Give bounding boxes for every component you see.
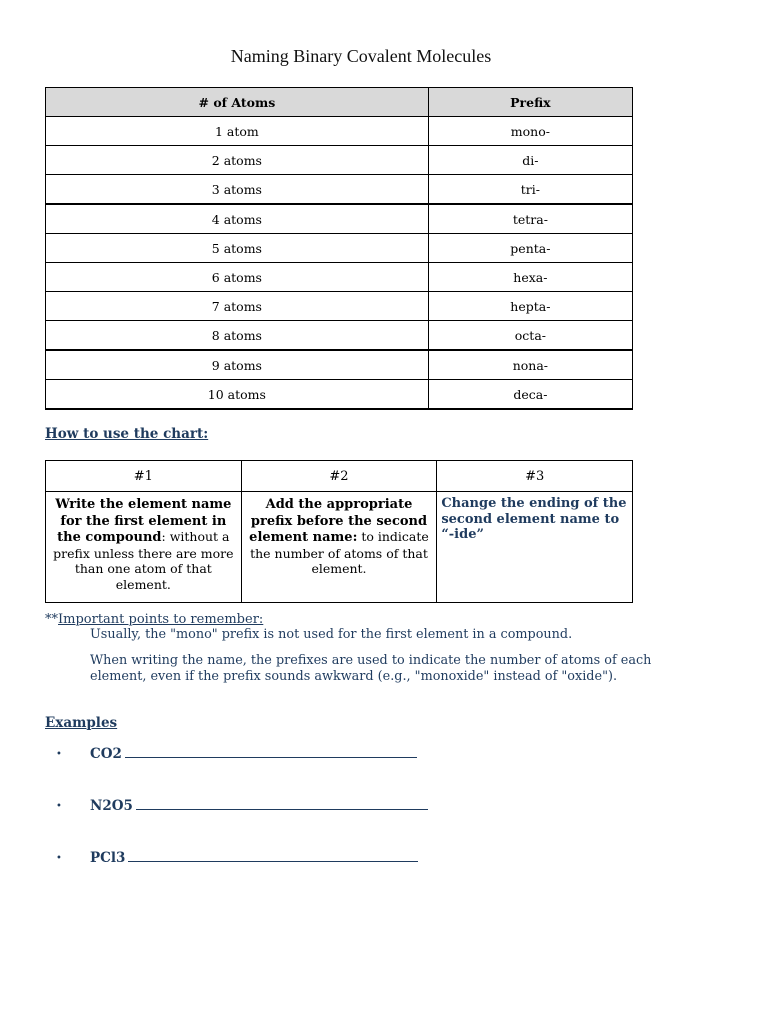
step-2-bold: Add the appropriate prefix before the second element name:	[249, 497, 428, 545]
table-row	[46, 350, 633, 380]
steps-header-row	[46, 461, 633, 492]
example-item	[56, 797, 428, 814]
table-row	[46, 117, 633, 146]
bullet-icon: •	[56, 853, 62, 864]
bullet-icon: •	[56, 801, 62, 812]
answer-blank-line	[125, 745, 417, 758]
prefix-cell: tetra-	[428, 204, 632, 234]
table-row	[46, 321, 633, 351]
prefix-cell: tri-	[428, 175, 632, 205]
answer-blank-line	[128, 849, 418, 862]
step-header-3: #3	[437, 461, 633, 492]
prefix-cell: nona-	[428, 350, 632, 380]
atoms-cell: 5 atoms	[46, 234, 429, 263]
atoms-cell: 3 atoms	[46, 175, 429, 205]
prefix-cell: di-	[428, 146, 632, 175]
atoms-cell: 6 atoms	[46, 263, 429, 292]
step-header-2: #2	[241, 461, 437, 492]
step-header-1: #1	[46, 461, 242, 492]
table-row	[46, 175, 633, 205]
atoms-cell: 8 atoms	[46, 321, 429, 351]
atoms-cell: 10 atoms	[46, 380, 429, 410]
important-heading-text: Important points to remember:	[58, 612, 264, 627]
example-item	[56, 849, 418, 866]
steps-row	[46, 492, 633, 603]
atoms-cell: 2 atoms	[46, 146, 429, 175]
prefix-cell: hexa-	[428, 263, 632, 292]
atoms-cell: 1 atom	[46, 117, 429, 146]
bullet-icon: •	[56, 749, 62, 760]
important-point-2: When writing the name, the prefixes are used to indicate the number of atoms of each element, even if the prefix sounds awkward (e.g., "monoxide" instead of "oxide").	[90, 653, 652, 684]
important-points-heading	[45, 612, 263, 627]
prefix-cell: octa-	[428, 321, 632, 351]
example-formula: CO2	[90, 746, 122, 762]
prefix-table-header-row	[46, 88, 633, 117]
prefix-table	[45, 87, 633, 410]
answer-blank-line	[136, 797, 428, 810]
example-formula: N2O5	[90, 798, 133, 814]
atoms-cell: 4 atoms	[46, 204, 429, 234]
table-row	[46, 292, 633, 321]
example-item	[56, 745, 417, 762]
table-row	[46, 380, 633, 410]
steps-table	[45, 460, 633, 603]
page-title: Naming Binary Covalent Molecules	[230, 46, 492, 66]
step-1-bold: Write the element name for the first element in the compound	[55, 497, 232, 545]
example-formula: PCl3	[90, 850, 126, 866]
atoms-cell: 9 atoms	[46, 350, 429, 380]
important-prefix: **	[45, 612, 58, 627]
header-prefix: Prefix	[428, 88, 632, 117]
step-1-cell	[46, 492, 242, 603]
step-1-text: : without a prefix unless there are more than one atom of that element.	[53, 529, 234, 592]
table-row	[46, 204, 633, 234]
atoms-cell: 7 atoms	[46, 292, 429, 321]
table-row	[46, 263, 633, 292]
prefix-cell: mono-	[428, 117, 632, 146]
prefix-cell: deca-	[428, 380, 632, 410]
important-point-1: Usually, the "mono" prefix is not used for the first element in a compound.	[90, 627, 573, 642]
examples-heading: Examples	[45, 715, 118, 731]
how-to-heading: How to use the chart:	[45, 426, 209, 442]
prefix-cell: penta-	[428, 234, 632, 263]
step-3-cell: Change the ending of the second element name to “-ide”	[437, 492, 633, 603]
prefix-cell: hepta-	[428, 292, 632, 321]
table-row	[46, 234, 633, 263]
step-2-text: to indicate the number of atoms of that element.	[250, 529, 429, 576]
header-num-atoms: # of Atoms	[46, 88, 429, 117]
step-2-cell	[241, 492, 437, 603]
table-row	[46, 146, 633, 175]
